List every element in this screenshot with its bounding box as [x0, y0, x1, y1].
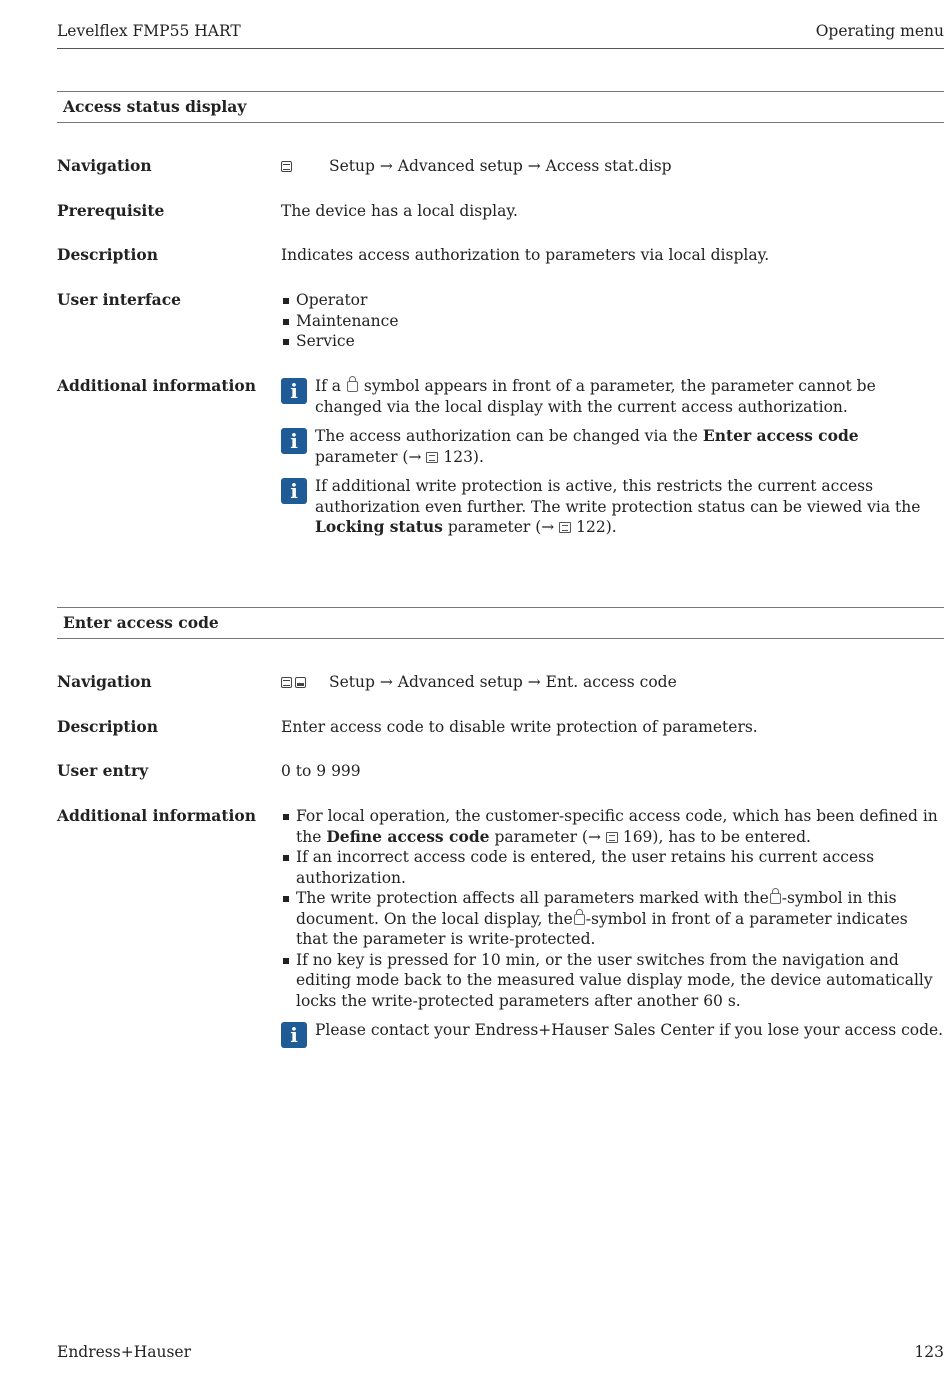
info-icon: i — [281, 1022, 307, 1048]
footer-company: Endress+Hauser — [57, 1343, 191, 1361]
navigation-value — [281, 156, 944, 177]
display-operation-icon — [281, 161, 292, 172]
header-product: Levelflex FMP55 HART — [57, 22, 241, 40]
row-label: Description — [57, 245, 159, 264]
parameter-link[interactable]: Enter access code — [702, 426, 859, 445]
row-label: Additional information — [57, 806, 257, 825]
header-chapter: Operating menu — [815, 22, 944, 40]
page-ref-icon — [559, 522, 571, 533]
header-rule — [57, 48, 944, 49]
row-label: User entry — [57, 761, 149, 780]
page-ref[interactable]: 123). — [443, 447, 484, 466]
list-item: Operator — [281, 290, 944, 311]
list-item: Maintenance — [281, 311, 944, 332]
info-note: i If additional write protection is active, this restricts the current access authorization even further. The write protection status can be viewed via the Locking status parameter (→ 122). — [281, 476, 944, 538]
info-note: i The access authorization can be changed via the Enter access code parameter (→ 123). — [281, 426, 944, 467]
page-number: 123 — [914, 1343, 944, 1361]
row-label: Prerequisite — [57, 201, 165, 220]
description-text: Indicates access authorization to parameters via local display. — [281, 246, 770, 264]
lock-icon — [770, 893, 781, 904]
info-icon: i — [281, 378, 307, 404]
page-ref-icon — [606, 832, 618, 843]
section-title: Enter access code — [63, 613, 219, 632]
lock-icon — [574, 914, 585, 925]
row-label: Navigation — [57, 672, 152, 691]
navigation-value — [281, 672, 944, 693]
user-interface-list — [281, 290, 944, 352]
parameter-link[interactable]: Locking status — [315, 517, 443, 536]
prerequisite-text: The device has a local display. — [281, 202, 518, 220]
user-entry-text: 0 to 9 999 — [281, 762, 361, 780]
list-item: If an incorrect access code is entered, the user retains his current access authorization. — [281, 847, 944, 888]
parameter-link[interactable]: Define access code — [326, 826, 490, 846]
section-access-status-display-heading — [57, 91, 944, 123]
list-item: The write protection affects all parameters marked with the -symbol in this document. On the local display, the -symbol in front of a parameter indicates that the parameter is write-protected. — [281, 888, 944, 950]
list-item: If no key is pressed for 10 min, or the user switches from the navigation and editing mode back to the measured value display mode, the device automatically locks the write-protected parameters after another 60 s. — [281, 950, 944, 1012]
list-item: Service — [281, 331, 944, 352]
lock-icon — [347, 381, 358, 392]
description-text: Enter access code to disable write protection of parameters. — [281, 718, 758, 736]
info-note: i Please contact your Endress+Hauser Sales Center if you lose your access code. — [281, 1020, 944, 1041]
page-ref[interactable]: 122). — [576, 518, 617, 536]
page-header — [57, 22, 944, 40]
navigation-path: Setup → Advanced setup → Ent. access code — [329, 673, 677, 691]
row-label: User interface — [57, 290, 182, 309]
page-ref-icon — [426, 452, 438, 463]
info-icon: i — [281, 478, 307, 504]
list-item: For local operation, the customer-specific access code, which has been defined in the Define access code parameter (→ 169), has to be entered. — [281, 806, 944, 847]
page-ref[interactable]: 169), has to be entered. — [622, 827, 811, 846]
row-label: Navigation — [57, 156, 152, 175]
display-operation-icon — [281, 677, 292, 688]
section-enter-access-code-heading — [57, 607, 944, 639]
page-footer — [57, 1343, 944, 1361]
navigation-path: Setup → Advanced setup → Access stat.disp — [329, 157, 672, 175]
additional-info-list — [281, 806, 944, 1011]
operating-tool-icon — [295, 677, 306, 688]
info-icon: i — [281, 428, 307, 454]
row-label: Additional information — [57, 376, 257, 395]
section-title: Access status display — [63, 97, 247, 116]
info-note: i If a symbol appears in front of a parameter, the parameter cannot be changed via the local display with the current access authorization. — [281, 376, 944, 417]
row-label: Description — [57, 717, 159, 736]
